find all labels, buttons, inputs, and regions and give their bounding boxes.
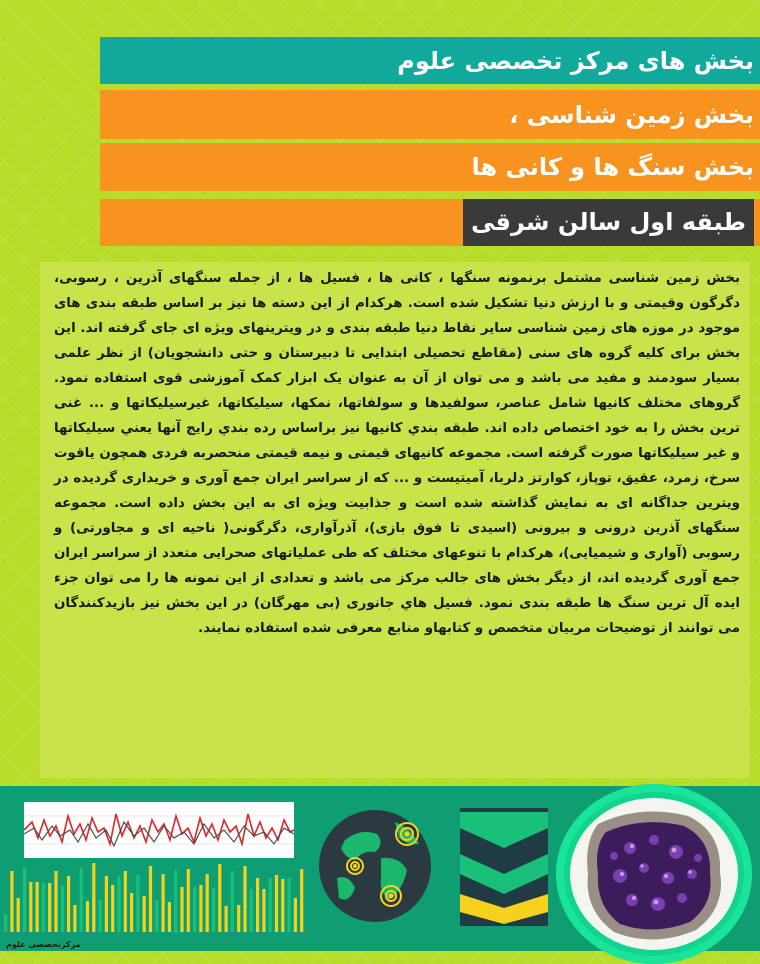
bar-spectrum-icon: [0, 856, 310, 936]
spectrum-bar: [111, 885, 114, 932]
spectrum-bar: [294, 898, 297, 932]
spectrum-bar: [10, 871, 13, 932]
spectrum-bar: [99, 900, 102, 932]
spectrum-bar: [73, 905, 76, 932]
spectrum-bar: [206, 874, 209, 932]
spectrum-bar: [42, 883, 45, 932]
banner-geology-text: بخش زمین شناسی ،: [509, 100, 754, 129]
spectrum-bar: [250, 889, 253, 932]
spectrum-bar: [225, 906, 228, 932]
spectrum-bar: [275, 875, 278, 932]
description-text: بخش زمین شناسی مشتمل برنمونه سنگها ، کانی ها ، فسیل ها ، از جمله سنگهای آذرین ، رسوبی، دگرگون وقیمتی و با ارزش دنیا تشکیل شده است. هرکدام از این دسته ها نیز بر اساس طبقه بندی های موجود در موزه های زمین شناسی سایر نقاط دنیا طبقه بندی و در ویترینهای ویژه ای جای گرفته اند. این بخش برای کلیه گروه های سنی (مقاطع تحصیلی ابتدایی تا دبیرستان و حتی دانشجویان) از نظر علمی بسیار سودمند و مفید می باشد و می توان از آن به عنوان یک ابزار کمک آموزشی قوی استفاده نمود. گروهای مختلف کانیها شامل عناصر، سولفیدها و سولفاتها، نمکها، سیلیکاتها، غیرسیلیکاتها و ... غنی ترین بخش را به خود اختصاص داده اند. طبقه بندي كانيها نيز براساس رده بندي رايج آنها يعني سيليكاتها و غير سيليكاتها صورت گرفته است. مجموعه کانیهای قیمتی و نیمه قیمتی منحصربه فردی همچون یاقوت سرخ، زمرد، عقیق، توپاز، کوارتز دلربا، آمیتیست و ... که از سراسر ایران جمع آوری و خریداری گردیده در ویترین جداگانه ای به نمایش گذاشته شده است و جذابیت ویژه ای به این بخش داده است. مجموعه سنگهای آذرین درونی و بیرونی (اسیدی تا فوق بازی)، آذرآواری، دگرگونی( ناحیه ای و مجاورتی) و رسوبی (آواری و شیمیایی)، هرکدام با تنوعهای مختلف که طی عملیاتهای صحرایی متعدد از سراسر ایران جمع آوری گردیده اند، از دیگر بخش های جالب مرکز می باشد و تعدادی از این نمونه ها را می توان جزء ایده آل ترین سنگ ها طبقه بندی نمود. فسیل هاي جانوری (بی مهرگان) در این بخش نیز بازیدکنندگان می توانند از توضیحات مربیان متخصص و کتابهاو منابع معرفی شده استفاده نمایند.: [54, 271, 740, 636]
spectrum-bar: [136, 875, 139, 932]
spectrum-bar: [162, 874, 165, 932]
spectrum-bar: [29, 882, 32, 932]
banner-title-text: بخش های مرکز تخصصی علوم: [397, 46, 754, 75]
spectrum-bar: [269, 878, 272, 932]
spectrum-bar: [54, 871, 57, 932]
footer-logo: [6, 940, 81, 949]
banner-geology: [100, 90, 760, 139]
spectrum-bar: [300, 869, 303, 932]
spectrum-bar: [243, 866, 246, 932]
spectrum-bar: [92, 863, 95, 932]
globe-icon: [315, 800, 435, 930]
spectrum-bar: [256, 878, 259, 932]
spectrum-bar: [36, 882, 39, 932]
spectrum-bar: [130, 893, 133, 932]
bottom-illustration-bar: [0, 786, 760, 951]
spectrum-bar: [143, 896, 146, 932]
banner-rocks-minerals-text: بخش سنگ ها و کانی ها: [471, 153, 754, 181]
spectrum-bar: [168, 902, 171, 932]
spectrum-bar: [124, 871, 127, 932]
spectrum-bar: [61, 886, 64, 932]
spectrum-bar: [48, 883, 51, 932]
spectrum-bar: [187, 869, 190, 932]
spectrum-bar: [231, 871, 234, 932]
spectrum-bar: [288, 878, 291, 932]
spectrum-bar: [262, 889, 265, 932]
spectrum-bar: [23, 868, 26, 932]
banner-rocks-minerals: [100, 143, 760, 191]
spectrum-bar: [218, 864, 221, 932]
spectrum-bar: [237, 905, 240, 932]
amethyst-geode-image: [556, 784, 752, 964]
spectrum-bar: [4, 914, 7, 932]
spectrum-bar: [86, 901, 89, 932]
banner-location: [100, 199, 760, 246]
spectrum-bar: [117, 876, 120, 932]
spectrum-bar: [80, 868, 83, 932]
description-panel: [40, 262, 750, 778]
spectrum-bar: [17, 898, 20, 932]
banner-title: [100, 37, 760, 84]
spectrum-bar: [180, 887, 183, 932]
spectrum-bar: [281, 879, 284, 932]
banner-location-text: طبقه اول سالن شرقی: [463, 199, 754, 246]
spectrum-bar: [212, 888, 215, 932]
spectrum-bar: [193, 887, 196, 932]
spectrum-bar: [149, 866, 152, 932]
seismograph-wave-icon: [24, 802, 294, 858]
spectrum-bar: [155, 900, 158, 932]
spectrum-bar: [67, 876, 70, 932]
chevron-stack-icon: [460, 808, 548, 926]
spectrum-bar: [105, 876, 108, 932]
footer-logo-text: مرکزتخصصی علوم: [6, 940, 81, 949]
spectrum-bar: [174, 870, 177, 932]
spectrum-bar: [199, 885, 202, 932]
